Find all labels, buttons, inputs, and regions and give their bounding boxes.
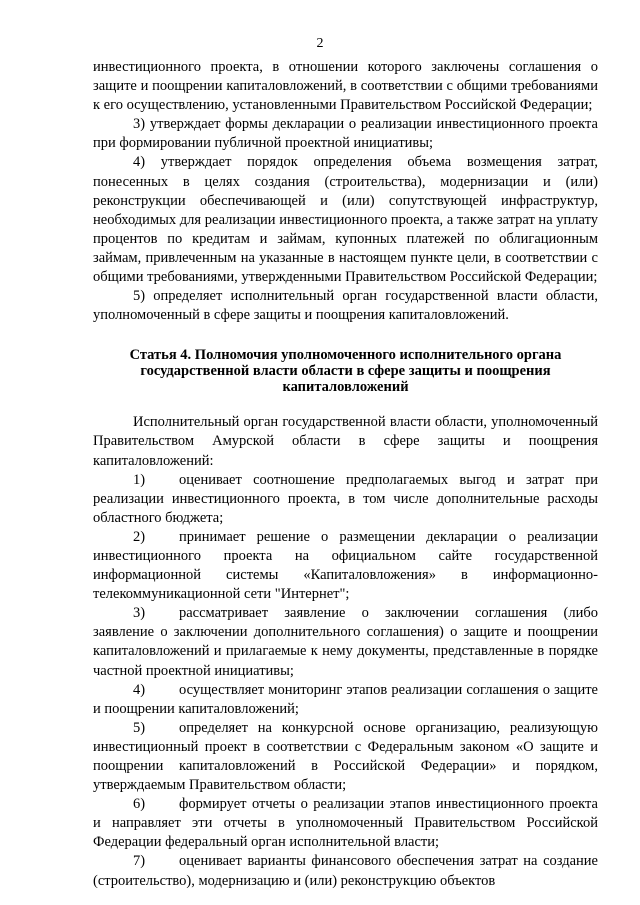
intro-fragment: инвестиционного проекта, в отношении которого заключены соглашения о защите и поощрении капиталовложений, в соответствии с общими требованиями к его осуществлению, установленными Правительством Российской Федерации;	[93, 59, 598, 114]
article-item-5	[93, 719, 598, 795]
article-item-1	[93, 471, 598, 528]
item-text: рассматривает заявление о заключении соглашения (либо заявление о заключении дополнительного соглашения) о защите и поощрении капиталовложений и прилагаемые к нему документы, представленные в порядке частной проектной инициативы;	[93, 605, 598, 679]
item-text: оценивает соотношение предполагаемых выгод и затрат при реализации инвестиционного проекта, в том числе дополнительные расходы областного бюджета;	[93, 471, 598, 526]
article-title: Статья 4. Полномочия уполномоченного исполнительного органа государственной власти области в сфере защиты и поощрения капиталовложений	[129, 347, 562, 396]
item-text: формирует отчеты о реализации этапов инвестиционного проекта и направляет эти отчеты в уполномоченный Правительством Российской Федерации федеральный орган исполнительной власти;	[93, 796, 598, 851]
article-item-2	[93, 528, 598, 604]
page-number: 2	[316, 36, 324, 51]
item-number: 6)	[133, 796, 146, 813]
article-item-3	[93, 604, 598, 680]
item-number: 1)	[133, 471, 146, 488]
item-text: оценивает варианты финансового обеспечения затрат на создание (строительство), модернизацию и (или) реконструкцию объектов	[93, 853, 598, 889]
item-text: определяет на конкурсной основе организацию, реализующую инвестиционный проект в соответствии с Федеральным законом «О защите и поощрении капиталовложений в Российской Федерации» и порядком, утверждаемым Правительством области;	[93, 719, 598, 794]
item-number: 3)	[133, 605, 146, 622]
item-number: 5)	[133, 719, 146, 736]
item-number: 7)	[133, 853, 146, 870]
article-item-4	[93, 681, 598, 719]
item-number: 2)	[133, 528, 146, 545]
paragraph-item-3: 3) утверждает формы декларации о реализации инвестиционного проекта при формировании публичной проектной инициативы;	[93, 116, 598, 152]
item-text: принимает решение о размещении декларации о реализации инвестиционного проекта на официальном сайте государственной информационной системы «Капиталовложения» в информационно-телекоммуникационной сети "Интернет";	[93, 528, 598, 603]
document-body	[93, 58, 598, 891]
article-item-7	[93, 852, 598, 890]
paragraph-item-5: 5) определяет исполнительный орган государственной власти области, уполномоченный в сфере защиты и поощрения капиталовложений.	[93, 288, 598, 324]
article-intro: Исполнительный орган государственной власти области, уполномоченный Правительством Амурской области в сфере защиты и поощрения капиталовложений:	[93, 414, 598, 469]
item-number: 4)	[133, 681, 146, 698]
article-item-6	[93, 795, 598, 852]
paragraph-item-4: 4) утверждает порядок определения объема возмещения затрат, понесенных в целях создания (строительства), модернизации и (или) реконструкции обеспечивающей и (или) сопутствующей инфраструктур, необходимых для реализации инвестиционного проекта, а также затрат на уплату процентов по кредитам и займам, купонных платежей по облигационным займам, привлеченным на указанные в настоящем пункте цели, в соответствии с общими требованиями, утвержденными Правительством Российской Федерации;	[93, 154, 598, 286]
item-text: осуществляет мониторинг этапов реализации соглашения о защите и поощрении капиталовложений;	[93, 681, 598, 717]
